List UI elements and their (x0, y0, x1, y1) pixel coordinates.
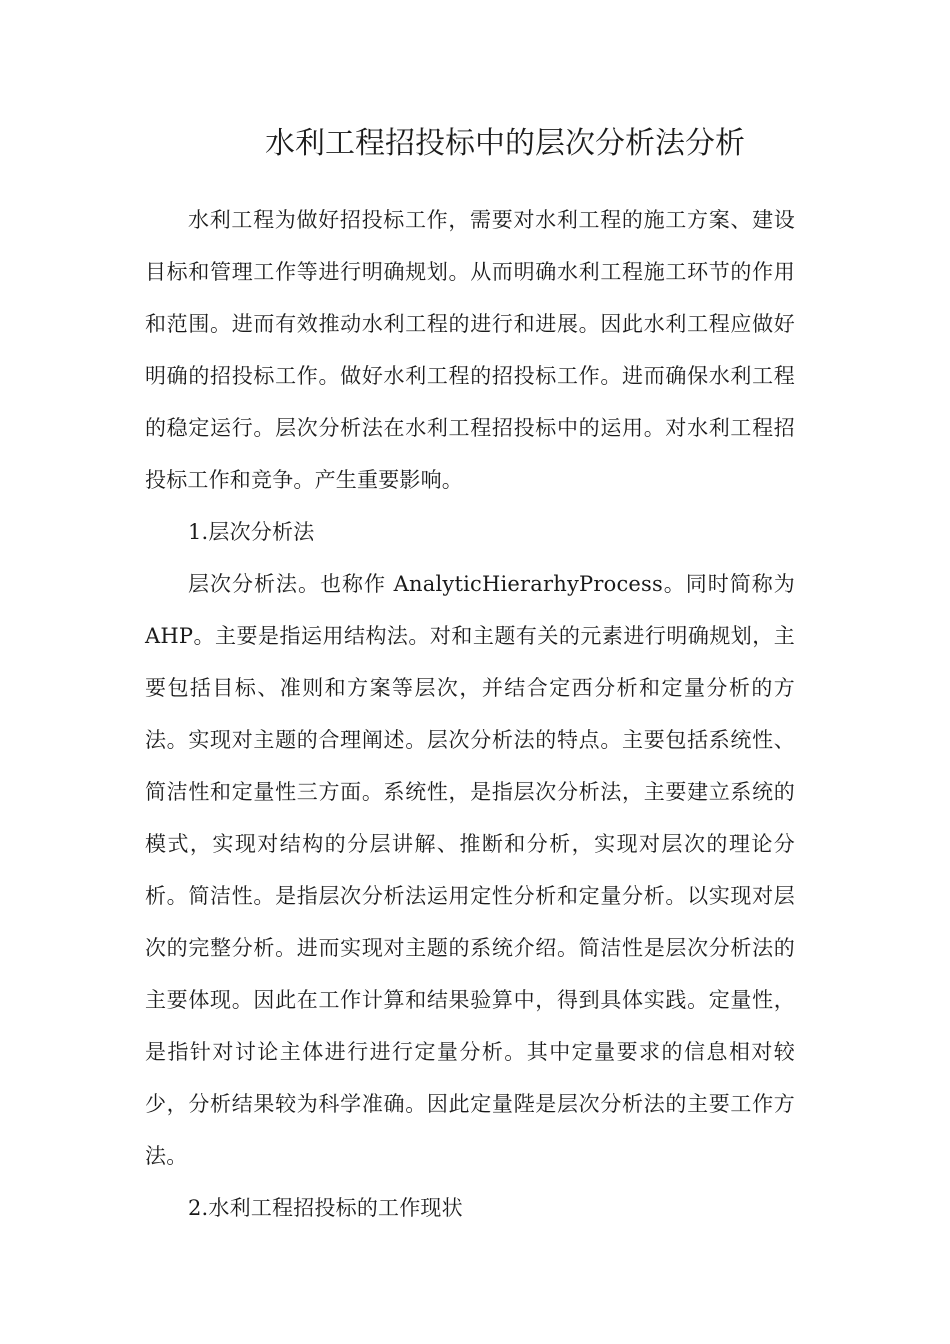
section-heading-2: 2.水利工程招投标的工作现状 (188, 1196, 463, 1220)
document-title: 水利工程招投标中的层次分析法分析 (265, 126, 745, 161)
section-heading-1: 1.层次分析法 (188, 520, 315, 544)
intro-paragraph: 水利工程为做好招投标工作，需要对水利工程的施工方案、建设目标和管理工作等进行明确规划。从而明确水利工程施工环节的作用和范围。进而有效推动水利工程的进行和进展。因此水利工程应做好明确的招投标工作。做好水利工程的招投标工作。进而确保水利工程的稳定运行。层次分析法在水利工程招投标中的运用。对水利工程招投标工作和竞争。产生重要影响。 (145, 208, 795, 492)
section-1-paragraph: 层次分析法。也称作 AnalyticHierarhyProcess。同时简称为AHP。主要是指运用结构法。对和主题有关的元素进行明确规划，主要包括目标、准则和方案等层次，并结合定西分析和定量分析的方法。实现对主题的合理阐述。层次分析法的特点。主要包括系统性、简洁性和定量性三方面。系统性，是指层次分析法，主要建立系统的模式，实现对结构的分层讲解、推断和分析，实现对层次的理论分析。简洁性。是指层次分析法运用定性分析和定量分析。以实现对层次的完整分析。进而实现对主题的系统介绍。简洁性是层次分析法的主要体现。因此在工作计算和结果验算中，得到具体实践。定量性，是指针对讨论主体进行进行定量分析。其中定量要求的信息相对较少，分析结果较为科学准确。因此定量陛是层次分析法的主要工作方法。 (145, 572, 795, 1168)
document-body (145, 194, 795, 1234)
